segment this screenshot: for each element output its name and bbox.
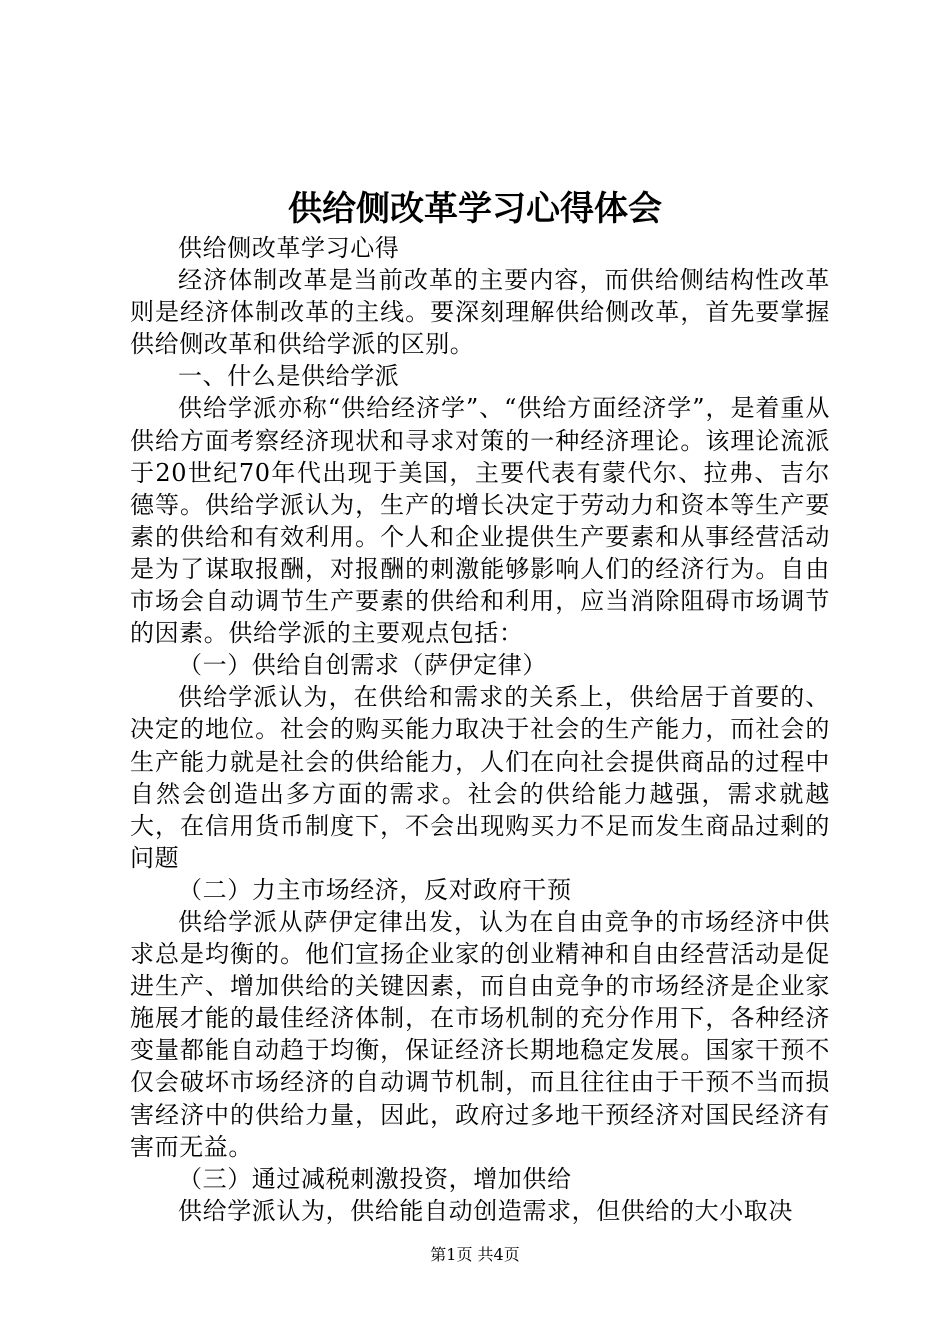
intro-paragraph: 经济体制改革是当前改革的主要内容，而供给侧结构性改革则是经济体制改革的主线。要深刻理解供给侧改革，首先要掌握供给侧改革和供给学派的区别。 <box>130 266 830 359</box>
paragraph: 供给学派认为，供给能自动创造需求，但供给的大小取决 <box>178 1196 793 1225</box>
subsection-heading-1: （一）供给自创需求（萨伊定律） <box>178 651 547 680</box>
page-number-footer: 第1页 共4页 <box>430 1245 520 1264</box>
subsection-heading-2: （二）力主市场经济，反对政府干预 <box>178 875 572 904</box>
paragraph: 供给学派从萨伊定律出发，认为在自由竞争的市场经济中供求总是均衡的。他们宣扬企业家的创业精神和自由经营活动是促进生产、增加供给的关键因素，而自由竞争的市场经济是企业家施展才能的最佳经济体制，在市场机制的充分作用下，各种经济变量都能自动趋于均衡，保证经济长期地稳定发展。国家干预不仅会破坏市场经济的自动调节机制，而且往往由于干预不当而损害经济中的供给力量，因此，政府过多地干预经济对国民经济有害而无益。 <box>130 907 830 1161</box>
page-title: 供给侧改革学习心得体会 <box>288 189 662 229</box>
subtitle-paragraph: 供给侧改革学习心得 <box>178 234 400 262</box>
section-heading-1: 一、什么是供给学派 <box>178 362 400 391</box>
paragraph: 供给学派认为，在供给和需求的关系上，供给居于首要的、决定的地位。社会的购买能力取决于社会的生产能力，而社会的生产能力就是社会的供给能力，人们在向社会提供商品的过程中自然会创造出多方面的需求。社会的供给能力越强，需求就越大，在信用货币制度下，不会出现购买力不足而发生商品过剩的问题 <box>130 683 830 872</box>
document-body <box>130 232 830 1227</box>
subsection-heading-3: （三）通过减税刺激投资，增加供给 <box>178 1164 572 1193</box>
paragraph: 供给学派亦称“供给经济学”、“供给方面经济学”，是着重从供给方面考察经济现状和寻求对策的一种经济理论。该理论流派于20世纪70年代出现于美国，主要代表有蒙代尔、拉弗、吉尔德等。供给学派认为，生产的增长决定于劳动力和资本等生产要素的供给和有效利用。个人和企业提供生产要素和从事经营活动是为了谋取报酬，对报酬的刺激能够影响人们的经济行为。自由市场会自动调节生产要素的供给和利用，应当消除阻碍市场调节的因素。供给学派的主要观点包括： <box>130 394 830 648</box>
